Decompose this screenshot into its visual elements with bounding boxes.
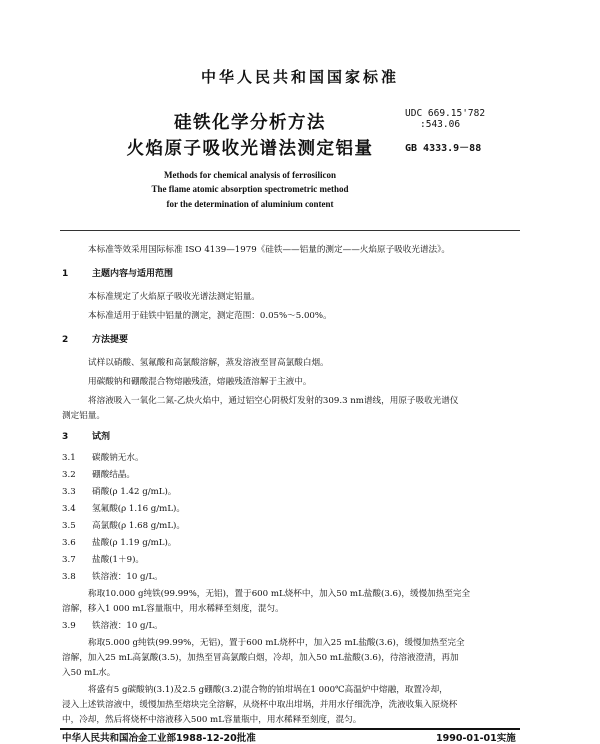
english-title-line1: Methods for chemical analysis of ferrosilicon [164, 170, 336, 180]
english-title-line2: The flame atomic absorption spectrometric method [151, 184, 349, 194]
implementation-date: 1990-01-01实施 [436, 733, 516, 744]
section2-para1: 试样以硝酸、氢氟酸和高氯酸溶解，蒸发溶液至冒高氯酸白烟。 [88, 358, 329, 368]
reagent-item: 3.2 硼酸结晶。 [62, 470, 135, 480]
approval-text: 中华人民共和国冶金工业部1988-12-20批准 [62, 733, 256, 744]
section2-para2: 用碳酸钠和硼酸混合物熔融残渣，熔融残渣溶解于主液中。 [88, 377, 312, 387]
standard-name: 中华人民共和国国家标准 [200, 68, 399, 86]
section1-heading [62, 268, 173, 280]
gb-code: GB 4333.9－88 [405, 143, 482, 154]
english-title-line3: for the determination of aluminium content [166, 199, 334, 209]
reagent-39b-desc-line2: 浸入上述铁溶液中，缓慢加热至熔块完全溶解，从烧杯中取出坩埚，并用水仔细洗净，洗液收集入原烧杯 [62, 700, 458, 710]
section3-heading [62, 431, 110, 443]
reagent-38-desc-line1: 称取10.000 g纯铁(99.99%，无铝)，置于600 mL烧杯中，加入50 mL盐酸(3.6)，缓慢加热至完全 [88, 589, 471, 599]
reagent-item: 3.4 氢氟酸(ρ 1.16 g/mL)。 [62, 504, 185, 514]
udc-code-line2: :543.06 [420, 119, 461, 130]
reagent-39b-desc-line3: 中，冷却，然后将烧杯中溶液移入500 mL容量瓶中，用水稀释至刻度，混匀。 [62, 715, 362, 725]
reagent-item: 3.1 碳酸钠无水。 [62, 453, 144, 463]
section1-para2: 本标准适用于硅铁中铝量的测定，测定范围：0.05%～5.00%。 [88, 311, 332, 321]
section1-number: 1 [62, 269, 69, 279]
section2-number: 2 [62, 335, 69, 345]
reagent-38-desc-line2: 溶解，移入1 000 mL容量瓶中，用水稀释至刻度，混匀。 [62, 604, 284, 614]
reagent-item: 3.7 盐酸(1＋9)。 [62, 555, 145, 565]
reagent-39-desc-line3: 入50 mL水。 [62, 668, 116, 678]
section2-title: 方法提要 [92, 335, 129, 345]
section2-heading [62, 334, 128, 346]
section3-title: 试剂 [92, 432, 111, 442]
reagent-item: 3.5 高氯酸(ρ 1.68 g/mL)。 [62, 521, 185, 531]
reagent-item: 3.3 硝酸(ρ 1.42 g/mL)。 [62, 487, 177, 497]
section2-para3-line2: 测定铝量。 [62, 411, 105, 421]
udc-code-line1: UDC 669.15'782 [405, 108, 486, 119]
section1-title: 主题内容与适用范围 [92, 269, 174, 279]
document-title-line2: 火焰原子吸收光谱法测定铝量 [126, 139, 374, 159]
section2-para3-line1: 将溶液吸入一氧化二氮-乙炔火焰中，通过铝空心阴极灯发射的309.3 nm谱线，用原子吸收光谱仪 [88, 396, 459, 406]
reagent-item: 3.8 铁溶液：10 g/L。 [62, 572, 163, 582]
reagent-item: 3.6 盐酸(ρ 1.19 g/mL)。 [62, 538, 177, 548]
reagent-39b-desc-line1: 将盛有5 g碳酸钠(3.1)及2.5 g硼酸(3.2)混合物的铂坩埚在1 000℃高温炉中熔融，取置冷却， [88, 685, 448, 695]
section3-number: 3 [62, 432, 69, 442]
section1-para1: 本标准规定了火焰原子吸收光谱法测定铝量。 [88, 292, 260, 302]
reagent-39-desc-line2: 溶解，加入25 mL高氯酸(3.5)，加热至冒高氯酸白烟，冷却，加入50 mL盐酸(3.6)，待溶液澄清，再加 [62, 653, 459, 663]
header-divider [60, 230, 520, 231]
document-title-line1: 硅铁化学分析方法 [174, 113, 326, 133]
reagent-39-desc-line1: 称取5.000 g纯铁(99.99%，无铝)，置于600 mL烧杯中，加入25 mL盐酸(3.6)，缓慢加热至完全 [88, 638, 465, 648]
intro-text: 本标准等效采用国际标准 ISO 4139—1979《硅铁——铝量的测定——火焰原子吸收光谱法》。 [88, 245, 451, 255]
reagent-item: 3.9 铁溶液：10 g/L。 [62, 621, 163, 631]
